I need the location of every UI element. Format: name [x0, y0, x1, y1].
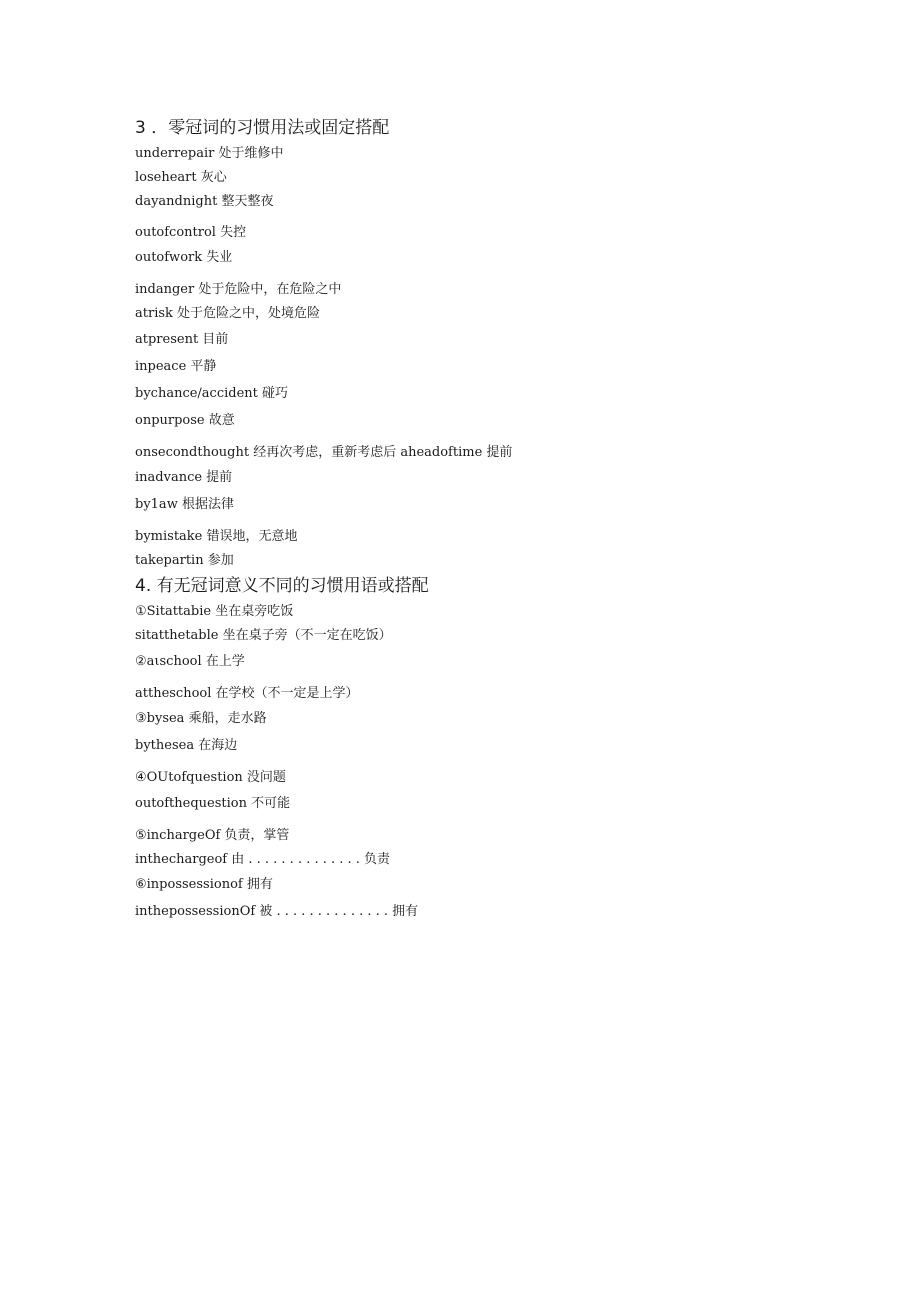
phrase-line: atrisk 处于危险之中，处境危险 [135, 306, 321, 321]
phrase-line: sitatthetable 坐在桌子旁（不一定在吃饭） [135, 628, 392, 643]
phrase-line: ③bysea 乘船，走水路 [135, 711, 267, 726]
phrase-line: inthechargeof 由 . . . . . . . . . . . . . . 负责 [135, 852, 391, 867]
phrase-line: underrepair 处于维修中 [135, 146, 284, 161]
phrase-line: onsecondthought 经再次考虑，重新考虑后 aheadoftime 提前 [135, 445, 513, 460]
phrase-line: ①Sitattabie 坐在桌旁吃饭 [135, 604, 294, 619]
phrase-line: ⑥inpossessionof 拥有 [135, 877, 273, 892]
phrase-line: bychance/accident 碰巧 [135, 386, 289, 401]
phrase-line: indanger 处于危险中，在危险之中 [135, 282, 342, 297]
phrase-line: inthepossessionOf 被 . . . . . . . . . . . . . . 拥有 [135, 904, 419, 919]
section-4-heading: 4. 有无冠词意义不同的习惯用语或搭配 [135, 576, 429, 596]
phrase-line: inadvance 提前 [135, 470, 233, 485]
phrase-line: dayandnight 整天整夜 [135, 194, 274, 209]
phrase-line: inpeace 平静 [135, 359, 217, 374]
section-3-heading: 3 ．零冠词的习惯用法或固定搭配 [135, 118, 390, 138]
phrase-line: outofcontrol 失控 [135, 225, 247, 240]
phrase-line: outofthequestion 不可能 [135, 796, 291, 811]
phrase-line: bythesea 在海边 [135, 738, 238, 753]
phrase-line: loseheart 灰心 [135, 170, 227, 185]
phrase-line: outofwork 失业 [135, 250, 233, 265]
phrase-line: ⑤inchargeOf 负责，掌管 [135, 828, 290, 843]
phrase-line: takepartin 参加 [135, 553, 234, 568]
phrase-line: bymistake 错误地，无意地 [135, 529, 298, 544]
phrase-line: atpresent 目前 [135, 332, 229, 347]
phrase-line: onpurpose 故意 [135, 413, 235, 428]
phrase-line: attheschool 在学校（不一定是上学） [135, 686, 359, 701]
phrase-line: ②aιschool 在上学 [135, 654, 245, 669]
phrase-line: by1aw 根据法律 [135, 497, 234, 512]
phrase-line: ④OUtofquestion 没问题 [135, 770, 286, 785]
